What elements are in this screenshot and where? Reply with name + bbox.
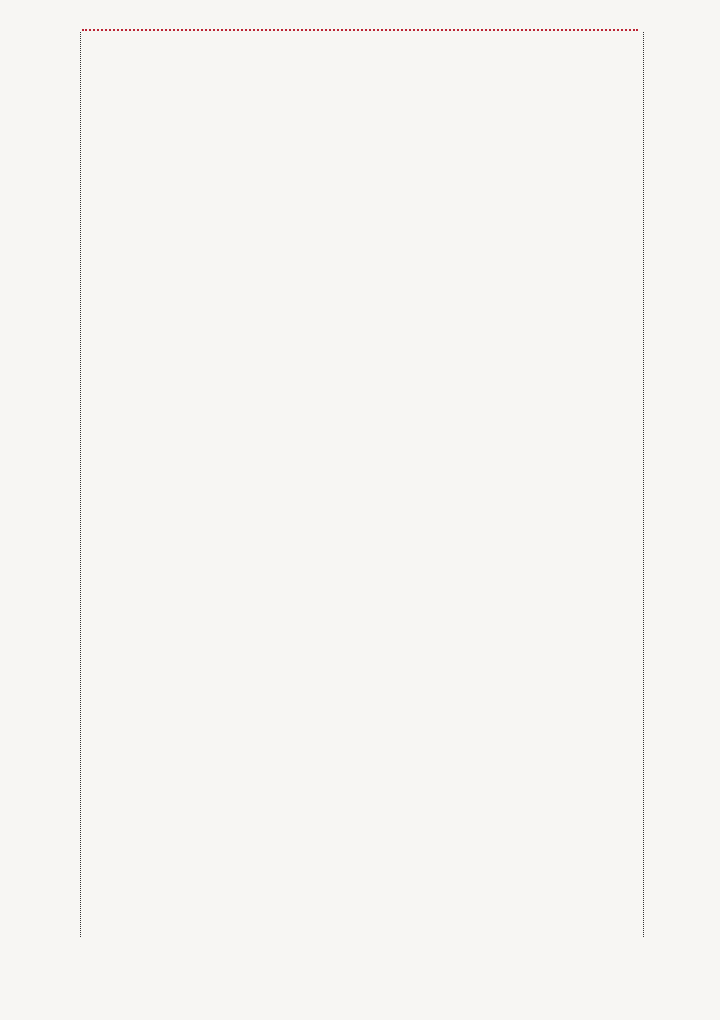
title-underline <box>82 29 638 31</box>
question-sheet <box>80 32 644 937</box>
